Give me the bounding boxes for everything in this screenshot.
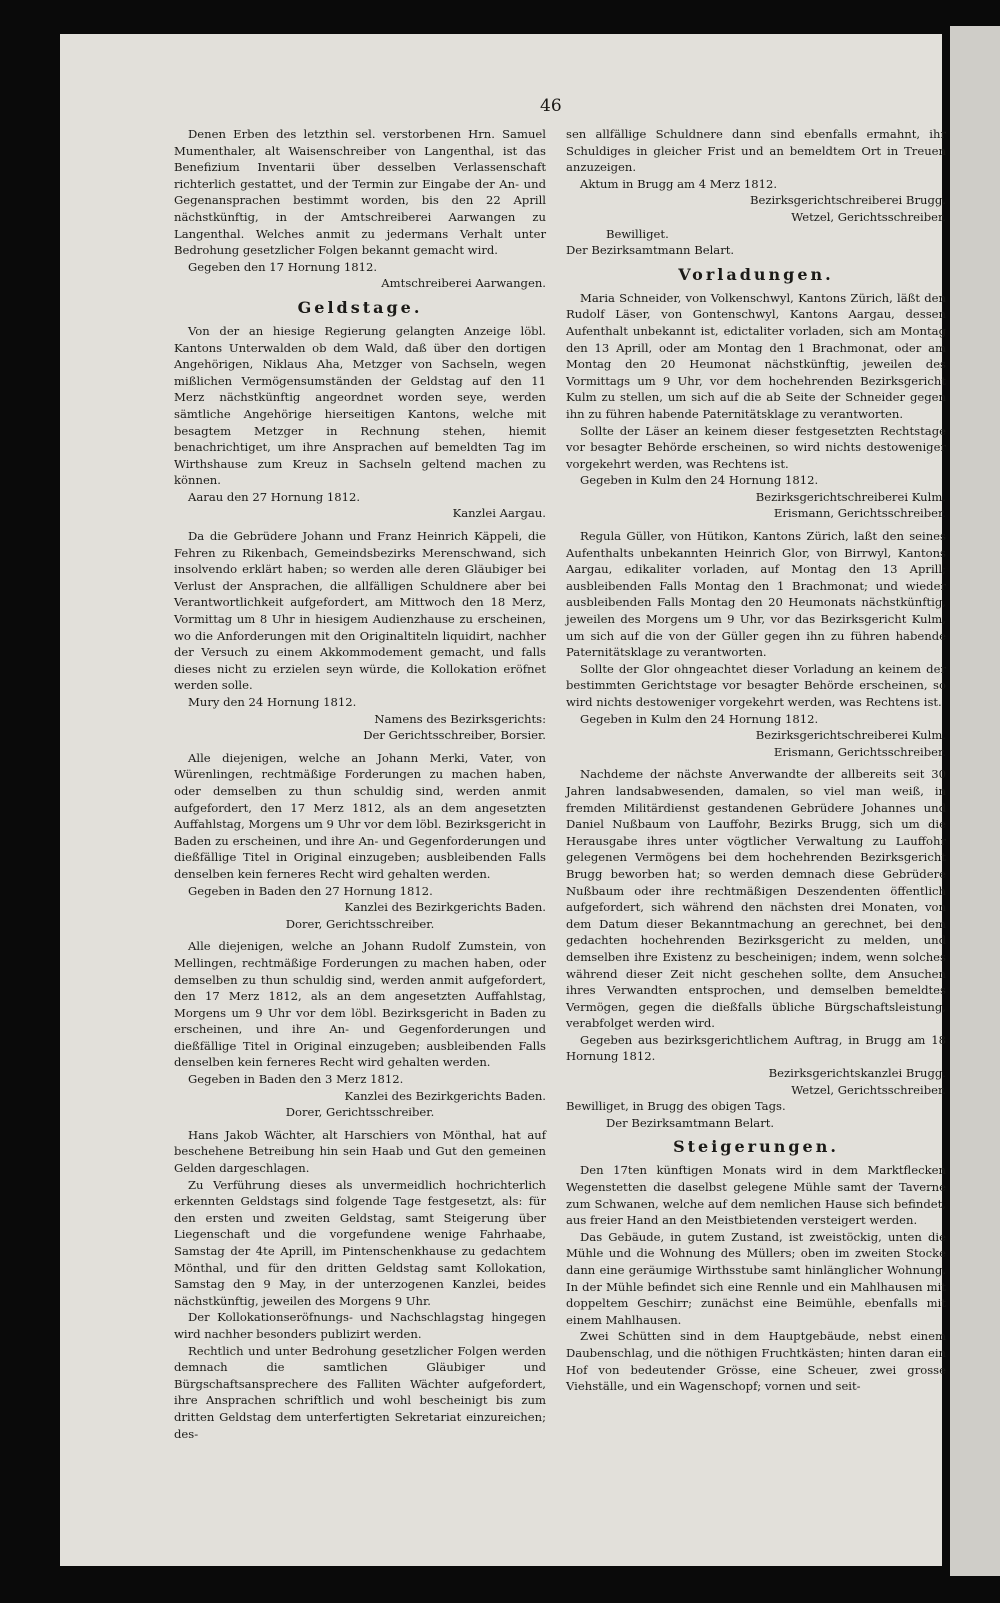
notice-date: Gegeben in Kulm den 24 Hornung 1812. (580, 473, 819, 488)
notice-signature: Bezirksgerichtschreiberei Brugg. (749, 193, 946, 208)
notice-signature: Wetzel, Gerichtsschreiber. (791, 1082, 946, 1097)
notice-date: Aarau den 27 Hornung 1812. (188, 489, 361, 504)
notice-gueller: Regula Güller, von Hütikon, Kantons Zürich, laßt den seines Aufenthalts unbekannten Heinrich Glor, von Birrwyl, Kantons Aargau, edikaliter vorladen, auf Montag den 13 Aprill; ausbleibenden Falls Montag den 1 Brachmonat; und wieder ausbleibenden Falls Montag den 20 Heumonats nächstkünftig, jeweilen des Morgens um 9 Uhr, vor das Bezirksgericht Kulm, um sich auf die von der Güller gegen ihn zu führen habende Paternitätsklage zu verantworten. (566, 529, 946, 660)
notice-muehle: Den 17ten künftigen Monats wird in dem Marktflecken Wegenstetten die daselbst gelegene Mühle samt der Taverne zum Schwanen, welche auf dem nemlichen Hause sich befindet, aus freier Hand an den Meistbietenden versteigert werden. (566, 1163, 946, 1228)
notice-signature: Erismann, Gerichtsschreiber. (773, 506, 946, 521)
notice-gueller-clause: Sollte der Glor ohngeachtet dieser Vorladung an keinem der bestimmten Gerichtstage vor besagter Behörde erscheinen, so wird nichts destoweniger vorgekehrt werden, was Rechtens ist. (566, 661, 946, 709)
official-signature: Der Bezirksamtmann Belart. (566, 243, 735, 258)
notice-signature: Wetzel, Gerichtsschreiber. (791, 209, 946, 224)
notice-date: Gegeben in Baden den 3 Merz 1812. (188, 1072, 404, 1087)
notice-date: Aktum in Brugg am 4 Merz 1812. (580, 176, 778, 191)
notice-waechter: Hans Jakob Wächter, alt Harschiers von Mönthal, hat auf beschehene Betreibung hin sein Haab und Gut den gemeinen Gelden dargeschlagen. (174, 1127, 546, 1176)
notice-kaeppeli: Da die Gebrüdere Johann und Franz Heinrich Käppeli, die Fehren zu Rikenbach, Gemeindsbezirks Merenschwand, sich insolvendo erklärt haben; so werden alle deren Gläubiger bei Verlust der Ansprachen, die allfälligen Schuldnere aber bei Verantwortlichkeit aufgefordert, am Mittwoch den 18 Merz, Vormittag um 8 Uhr in hiesigem Audienzhause zu erscheinen, wo die Anforderungen mit den Originaltiteln liquidirt, nachher der Versuch zu einem Akkommodement gemacht, und falls dieses nicht zu erzielen seyn würde, die Kollokation eröfnet werden solle. (174, 529, 546, 693)
page-number: 46 (540, 96, 562, 116)
notice-muehle-outbuildings: Zwei Schütten sind in dem Hauptgebäude, nebst einem Daubenschlag, und die nöthigen Fruchtkästen; hinten daran ein Hof von bedeutender Grösse, eine Scheuer, zwei grosse Viehställe, und ein Wagenschopf; vornen und seit- (566, 1329, 946, 1394)
notice-signature: Dorer, Gerichtsschreiber. (285, 1105, 435, 1120)
notice-muehle-building: Das Gebäude, in gutem Zustand, ist zweistöckig, unten die Mühle und die Wohnung des Müllers; oben im zweiten Stocke dann eine geräumige Wirthsstube samt hinlänglicher Wohnung. In der Mühle befindet sich eine Rennle und ein Mahlhausen mit doppeltem Geschirr; zunächst eine Beimühle, ebenfalls mit einem Mahlhausen. (566, 1229, 946, 1327)
notice-signature: Bezirksgerichtschreiberei Kulm. (755, 728, 946, 743)
notice-date: Gegeben aus bezirksgerichtlichem Auftrag, in Brugg am 18 Hornung 1812. (566, 1032, 946, 1064)
notice-signature: Erismann, Gerichtsschreiber. (773, 744, 946, 759)
notice-continuation: sen allfällige Schuldnere dann sind ebenfalls ermahnt, ihr Schuldiges in gleicher Frist und an bemeldtem Ort in Treuen anzuzeigen. (566, 127, 946, 175)
notice-signature: Bezirksgerichtskanzlei Brugg. (768, 1066, 946, 1081)
approval: Bewilliget, in Brugg des obigen Tags. (566, 1099, 786, 1114)
notice-merki: Alle diejenigen, welche an Johann Merki, Vater, von Würenlingen, rechtmäßige Forderungen zu machen haben, oder demselben zu thun schuldig sind, werden anmit aufgefordert, den 17 Merz 1812, als an dem angesetzten Auffahlstag, Morgens um 9 Uhr vor dem löbl. Bezirksgericht in Baden zu erscheinen, und ihre An- und Gegenforderungen und dießfällige Titel in Original einzugeben; ausbleibenden Falls denselben kein ferneres Recht wird gehalten werden. (174, 750, 546, 881)
notice-date: Gegeben in Baden den 27 Hornung 1812. (188, 883, 433, 898)
notice-date: Gegeben in Kulm den 24 Hornung 1812. (580, 711, 819, 726)
notice-signature: Bezirksgerichtschreiberei Kulm. (755, 489, 946, 504)
notice-signature: Dorer, Gerichtsschreiber. (285, 916, 435, 931)
section-heading-steigerungen: Steigerungen. (673, 1137, 839, 1157)
notice-signature: Der Gerichtsschreiber, Borsier. (363, 728, 546, 743)
notice-schneider: Maria Schneider, von Volkenschwyl, Kantons Zürich, läßt den Rudolf Läser, von Gontenschwyl, Kantons Aargau, dessen Aufenthalt unbekannt ist, edictaliter vorladen, sich am Montag den 13 Aprill, oder am Montag den 1 Brachmonat, oder am Montag den 20 Heumonat nächstkünftig, jeweilen des Vormittags um 9 Uhr, vor dem hochehrenden Bezirksgericht Kulm zu stellen, um sich auf die ab Seite der Schneider gegen ihn zu führen habende Paternitätsklage zu verantworten. (566, 290, 946, 421)
right-column (566, 126, 946, 1395)
approval: Bewilliget. (606, 226, 669, 241)
notice-waechter-dates: Zu Verführung dieses als unvermeidlich hochrichterlich erkennten Geldstags sind folgende Tage festgesetzt, als: für den ersten und zweiten Geldstag, samt Steigerung über Liegenschaft und die vorgefundene wenige Fahrhaabe, Samstag der 4te Aprill, im Pintenschenkhause zu gedachtem Mönthal, und für den dritten Geldstag samt Kollokation, Samstag den 9 May, in der unterzogenen Kanzlei, beides nächstkünftig, jeweilen des Morgens 9 Uhr. (174, 1177, 546, 1308)
notice-mumenthaler: Denen Erben des letzthin sel. verstorbenen Hrn. Samuel Mumenthaler, alt Waisenschreiber von Langenthal, ist das Benefizium Inventarii über desselben Verlassenschaft richterlich gestattet, und der Termin zur Eingabe der An- und Gegenansprachen bestimmt worden, bis den 22 Aprill nächstkünftig, in der Amtschreiberei Aarwangen zu Langenthal. Welches anmit zu jedermans Verhalt unter Bedrohung gesetzlicher Folgen bekannt gemacht wird. (174, 127, 546, 258)
notice-waechter-creditors: Rechtlich und unter Bedrohung gesetzlicher Folgen werden demnach die samtlichen Gläubiger und Bürgschaftsansprechere des Falliten Wächter aufgefordert, ihre Ansprachen schriftlich und wohl bescheinigt bis zum dritten Geldstag dem unterfertigten Sekretariat einzureichen; des- (174, 1343, 546, 1441)
official-signature: Der Bezirksamtmann Belart. (606, 1115, 775, 1130)
left-column (174, 126, 546, 1442)
notice-signature: Namens des Bezirksgerichts: (374, 711, 546, 726)
notice-date: Mury den 24 Hornung 1812. (188, 695, 357, 709)
notice-signature: Kanzlei des Bezirkgerichts Baden. (344, 1088, 546, 1103)
notice-signature: Kanzlei des Bezirkgerichts Baden. (344, 900, 546, 915)
notice-schneider-clause: Sollte der Läser an keinem dieser festgesetzten Rechtstage vor besagter Behörde erscheinen, so wird nichts destoweniger vorgekehrt werden, was Rechtens ist. (566, 423, 946, 471)
notice-waechter-kollokation: Der Kollokationseröfnungs- und Nachschlagstag hingegen wird nachher besonders publizirt werden. (174, 1310, 546, 1341)
section-heading-vorladungen: Vorladungen. (678, 264, 834, 284)
notice-aha: Von der an hiesige Regierung gelangten Anzeige löbl. Kantons Unterwalden ob dem Wald, daß über den dortigen Angehörigen, Niklaus Aha, Metzger von Sachseln, wegen mißlichen Vermögensumständen der Geldstag auf den 11 Merz nächstkünftig angeordnet worden seye, werden sämtliche Angehörige hierseitigen Kantons, welche mit besagtem Metzger in Rechnung stehen, hiemit benachrichtiget, um ihre Ansprachen auf bemeldten Tag im Wirthshause zum Kreuz in Sachseln geltend machen zu können. (174, 323, 546, 488)
section-heading-geldstage: Geldstage. (297, 297, 423, 317)
notice-date: Gegeben den 17 Hornung 1812. (188, 259, 378, 274)
next-page-edge (950, 26, 1000, 1576)
notice-zumstein: Alle diejenigen, welche an Johann Rudolf Zumstein, von Mellingen, rechtmäßige Forderungen zu machen haben, oder demselben zu thun schuldig sind, werden anmit aufgefordert, den 17 Merz 1812, als an dem angesetzten Auffahlstag, Morgens um 9 Uhr vor dem löbl. Bezirksgericht in Baden zu erscheinen, und ihre An- und Gegenforderungen und dießfällige Titel in Original einzugeben; ausbleibenden Falls denselben kein ferneres Recht wird gehalten werden. (174, 939, 546, 1070)
notice-signature: Kanzlei Aargau. (452, 506, 546, 521)
notice-signature: Amtschreiberei Aarwangen. (381, 276, 546, 291)
notice-nussbaum: Nachdeme der nächste Anverwandte der allbereits seit 30 Jahren landsabwesenden, damalen, so viel man weiß, in fremden Militärdienst gestandenen Gebrüdere Johannes und Daniel Nußbaum von Lauffohr, Bezirks Brugg, sich um die Herausgabe ihres unter vögtlicher Verwaltung zu Lauffohr gelegenen Vermögens bei dem hochehrenden Bezirksgericht Brugg beworben hat; so werden demnach diese Gebrüdere Nußbaum oder ihre rechtmäßigen Deszendenten öffentlich aufgefordert, sich während den nächsten drei Monaten, von dem Datum dieser Bekanntmachung an gerechnet, bei dem gedachten hochehrenden Bezirksgericht zu melden, und demselben ihre Existenz zu bescheinigen; indem, wenn solches während dieser Zeit nicht geschehen sollte, dem Ansuchen ihres Verwandten entsprochen, und demselben bemeldtes Vermögen, gegen die dießfalls übliche Bürgschaftsleistung, verabfolget werden wird. (566, 767, 946, 1031)
